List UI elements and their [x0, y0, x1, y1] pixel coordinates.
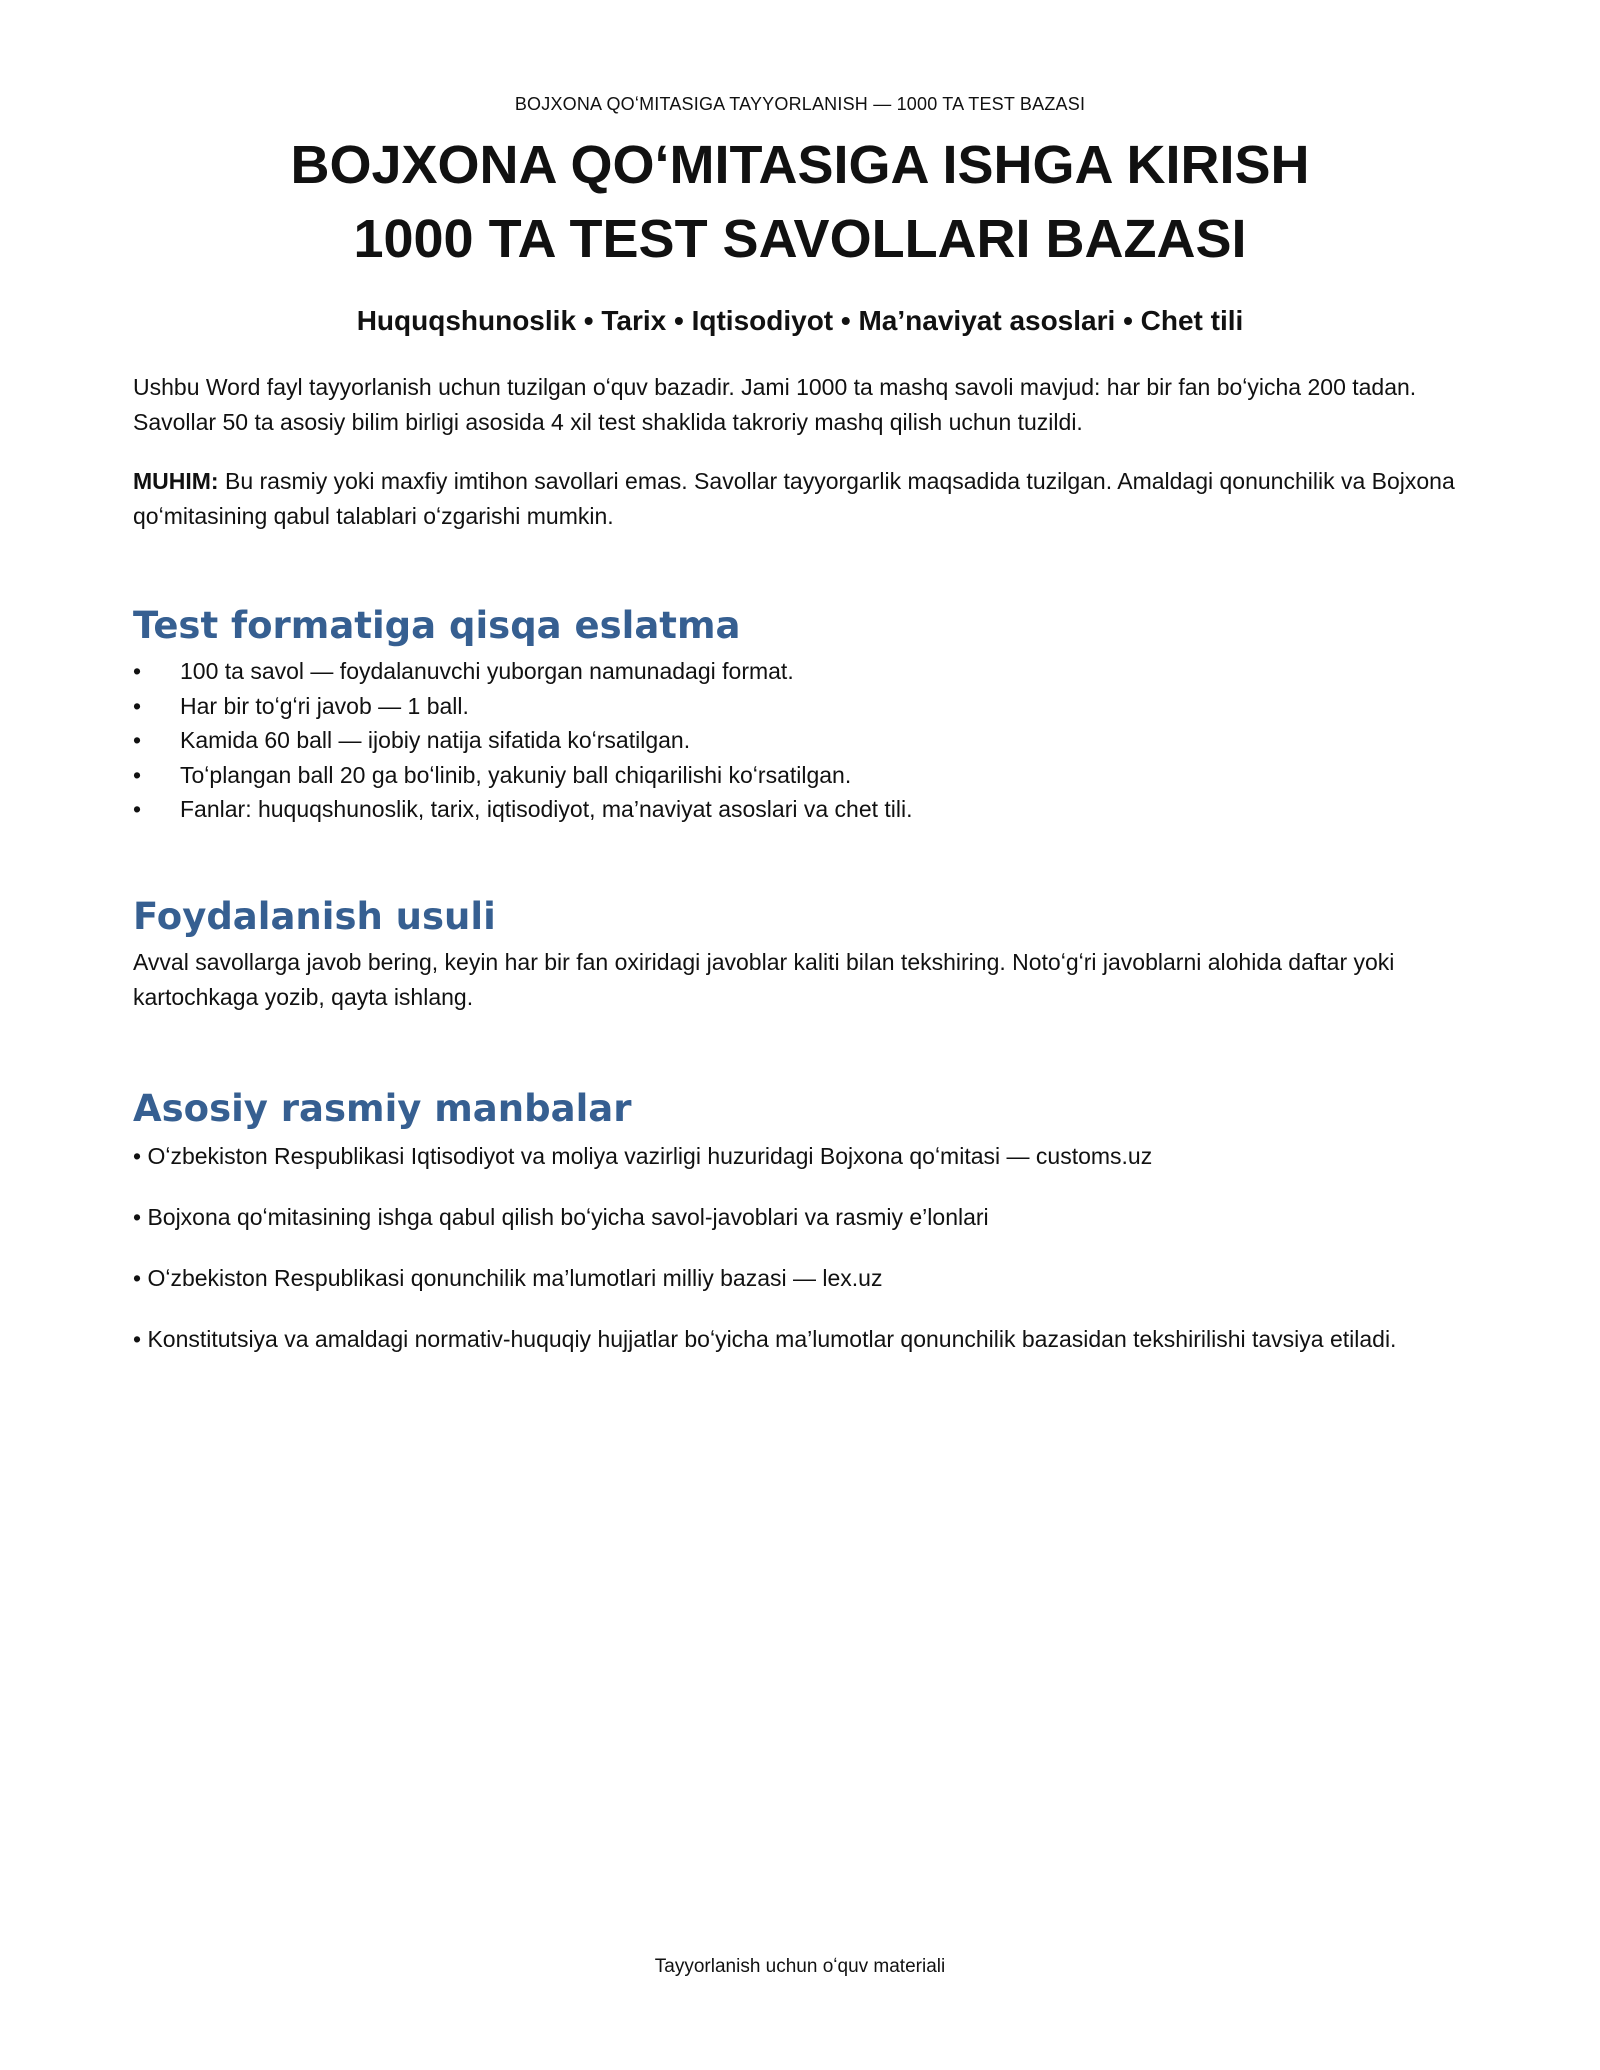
important-label: MUHIM: — [133, 468, 219, 494]
important-text: Bu rasmiy yoki maxfiy imtihon savollari emas. Savollar tayyorgarlik maqsadida tuzilgan. Amaldagi qonunchilik va Bojxona qoʻmitasining qabul talablari oʻzgarishi mumkin. — [133, 468, 1455, 529]
important-note — [133, 464, 1493, 534]
section-heading-usage: Foydalanish usuli — [133, 894, 496, 938]
bullet-icon: • — [133, 761, 142, 788]
intro-paragraph: Ushbu Word fayl tayyorlanish uchun tuzilgan oʻquv bazadir. Jami 1000 ta mashq savoli mavjud: har bir fan boʻyicha 200 tadan. Savollar 50 ta asosiy bilim birligi asosida 4 xil test shaklida takroriy mashq qilish uchun tuzildi. — [133, 374, 1417, 435]
running-header: BOJXONA QOʻMITASIGA TAYYORLANISH — 1000 TA TEST BAZASI — [514, 94, 1086, 114]
bullet-icon: • — [133, 727, 142, 753]
page-footer: Tayyorlanish uchun oʻquv materiali — [654, 1956, 946, 1977]
bullet-icon: • — [133, 796, 142, 822]
title-line-2: 1000 TA TEST SAVOLLARI BAZASI — [353, 209, 1247, 269]
source-item: • Bojxona qoʻmitasining ishga qabul qilish boʻyicha savol-javoblari va rasmiy e’lonlari — [133, 1203, 989, 1230]
list-item: • 100 ta savol — foydalanuvchi yuborgan namunadagi format. — [133, 654, 1493, 689]
bullet-icon: • — [133, 692, 142, 719]
title-line-1: BOJXONA QOʻMITASIGA ISHGA KIRISH — [290, 135, 1310, 195]
document-title — [0, 128, 1600, 276]
source-item: • Oʻzbekiston Respublikasi qonunchilik ma’lumotlari milliy bazasi — lex.uz — [133, 1264, 883, 1291]
section-heading-format: Test formatiga qisqa eslatma — [133, 604, 741, 647]
bullet-icon: • — [133, 658, 142, 684]
list-item: • Kamida 60 ball — ijobiy natija sifatida koʻrsatilgan. — [133, 723, 1493, 758]
list-item: • Har bir toʻgʻri javob — 1 ball. — [133, 689, 1493, 724]
source-item: • Konstitutsiya va amaldagi normativ-huquqiy hujjatlar boʻyicha ma’lumotlar qonunchilik bazasidan tekshirilishi tavsiya etiladi. — [133, 1325, 1397, 1352]
list-item: • Fanlar: huquqshunoslik, tarix, iqtisodiyot, ma’naviyat asoslari va chet tili. — [133, 792, 1493, 827]
sources-list — [133, 1139, 1493, 1357]
source-item: • Oʻzbekiston Respublikasi Iqtisodiyot va moliya vazirligi huzuridagi Bojxona qoʻmitasi — customs.uz — [133, 1142, 1153, 1169]
section-heading-sources: Asosiy rasmiy manbalar — [133, 1086, 632, 1130]
subject-list-subtitle: Huquqshunoslik • Tarix • Iqtisodiyot • Ma’naviyat asoslari • Chet tili — [356, 305, 1244, 336]
list-item: • Toʻplangan ball 20 ga boʻlinib, yakuniy ball chiqarilishi koʻrsatilgan. — [133, 758, 1493, 793]
format-bullet-list — [133, 654, 1493, 827]
document-body — [133, 370, 1493, 1383]
usage-paragraph: Avval savollarga javob bering, keyin har bir fan oxiridagi javoblar kaliti bilan tekshiring. Notoʻgʻri javoblarni alohida daftar yoki kartochkaga yozib, qayta ishlang. — [133, 948, 1395, 1010]
